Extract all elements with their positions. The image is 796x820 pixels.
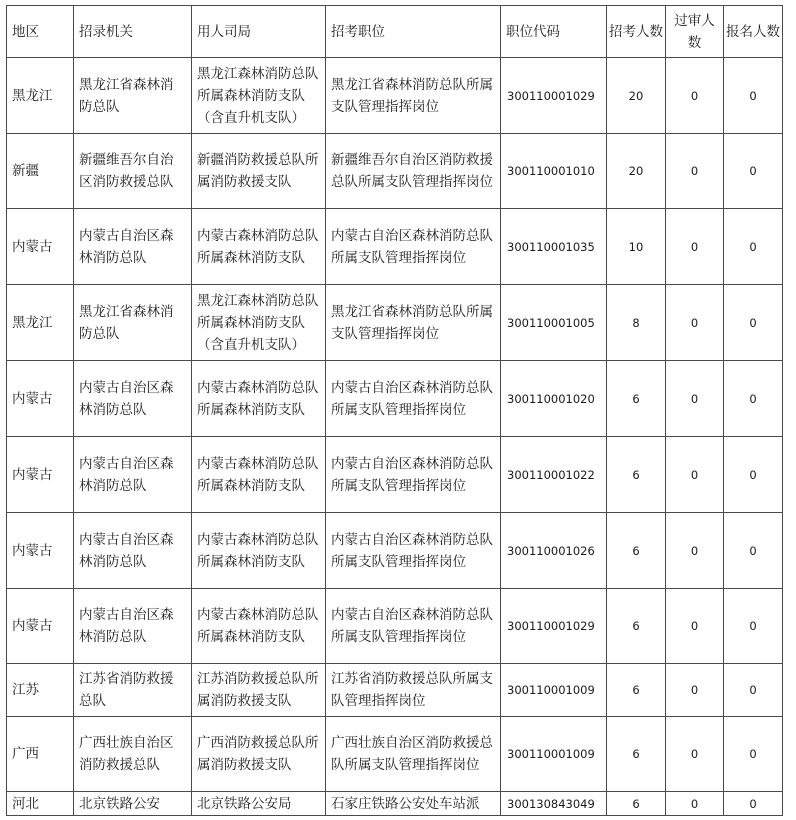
region-cell: 内蒙古: [7, 513, 74, 589]
position-code-cell: 300110001009: [501, 717, 607, 792]
passed-count-cell: 0: [666, 209, 724, 285]
table-body: [7, 58, 783, 816]
region-cell: 内蒙古: [7, 589, 74, 664]
region-cell: 江苏: [7, 664, 74, 717]
passed-count-cell: 0: [666, 361, 724, 437]
position-cell: 江苏省消防救援总队所属支队管理指挥岗位: [326, 664, 501, 717]
employer-cell: 内蒙古森林消防总队所属森林消防支队: [192, 209, 326, 285]
region-cell: 黑龙江: [7, 285, 74, 361]
agency-cell: 黑龙江省森林消防总队: [74, 285, 192, 361]
position-code-cell: 300110001009: [501, 664, 607, 717]
applied-count-cell: 0: [724, 134, 783, 209]
position-cell: 黑龙江省森林消防总队所属支队管理指挥岗位: [326, 285, 501, 361]
recruitment-table: [6, 5, 783, 816]
position-cell: 内蒙古自治区森林消防总队所属支队管理指挥岗位: [326, 361, 501, 437]
table-row: [7, 589, 783, 664]
quota-cell: 6: [607, 589, 666, 664]
quota-cell: 20: [607, 134, 666, 209]
position-cell: 广西壮族自治区消防救援总队所属支队管理指挥岗位: [326, 717, 501, 792]
header-position: 招考职位: [326, 6, 501, 58]
agency-cell: 黑龙江省森林消防总队: [74, 58, 192, 134]
region-cell: 内蒙古: [7, 437, 74, 513]
employer-cell: 内蒙古森林消防总队所属森林消防支队: [192, 589, 326, 664]
agency-cell: 内蒙古自治区森林消防总队: [74, 209, 192, 285]
region-cell: 内蒙古: [7, 209, 74, 285]
quota-cell: 6: [607, 513, 666, 589]
region-cell: 河北: [7, 792, 74, 816]
passed-count-cell: 0: [666, 58, 724, 134]
region-cell: 内蒙古: [7, 361, 74, 437]
agency-cell: 内蒙古自治区森林消防总队: [74, 513, 192, 589]
agency-cell: 内蒙古自治区森林消防总队: [74, 437, 192, 513]
header-code: 职位代码: [501, 6, 607, 58]
applied-count-cell: 0: [724, 361, 783, 437]
applied-count-cell: 0: [724, 437, 783, 513]
agency-cell: 新疆维吾尔自治区消防救援总队: [74, 134, 192, 209]
agency-cell: 广西壮族自治区消防救援总队: [74, 717, 192, 792]
agency-cell: 内蒙古自治区森林消防总队: [74, 589, 192, 664]
passed-count-cell: 0: [666, 513, 724, 589]
employer-cell: 黑龙江森林消防总队所属森林消防支队（含直升机支队）: [192, 58, 326, 134]
quota-cell: 6: [607, 717, 666, 792]
agency-cell: 江苏省消防救援总队: [74, 664, 192, 717]
position-code-cell: 300110001035: [501, 209, 607, 285]
position-code-cell: 300110001005: [501, 285, 607, 361]
region-cell: 新疆: [7, 134, 74, 209]
table-row: [7, 58, 783, 134]
quota-cell: 8: [607, 285, 666, 361]
header-employer: 用人司局: [192, 6, 326, 58]
position-cell: 内蒙古自治区森林消防总队所属支队管理指挥岗位: [326, 513, 501, 589]
applied-count-cell: 0: [724, 513, 783, 589]
header-row: [7, 6, 783, 58]
quota-cell: 6: [607, 361, 666, 437]
position-cell: 内蒙古自治区森林消防总队所属支队管理指挥岗位: [326, 209, 501, 285]
employer-cell: 内蒙古森林消防总队所属森林消防支队: [192, 513, 326, 589]
passed-count-cell: 0: [666, 134, 724, 209]
position-cell: 石家庄铁路公安处车站派: [326, 792, 501, 816]
position-code-cell: 300130843049: [501, 792, 607, 816]
header-agency: 招录机关: [74, 6, 192, 58]
table-row: [7, 285, 783, 361]
position-code-cell: 300110001020: [501, 361, 607, 437]
region-cell: 黑龙江: [7, 58, 74, 134]
position-code-cell: 300110001029: [501, 589, 607, 664]
recruitment-table-container: [6, 5, 783, 816]
applied-count-cell: 0: [724, 792, 783, 816]
quota-cell: 6: [607, 664, 666, 717]
passed-count-cell: 0: [666, 664, 724, 717]
table-row: [7, 664, 783, 717]
position-code-cell: 300110001022: [501, 437, 607, 513]
passed-count-cell: 0: [666, 285, 724, 361]
agency-cell: 北京铁路公安: [74, 792, 192, 816]
applied-count-cell: 0: [724, 58, 783, 134]
header-quota: 招考人数: [607, 6, 666, 58]
table-row: [7, 513, 783, 589]
passed-count-cell: 0: [666, 792, 724, 816]
header-passed: 过审人数: [666, 6, 724, 58]
header-applied: 报名人数: [724, 6, 783, 58]
agency-cell: 内蒙古自治区森林消防总队: [74, 361, 192, 437]
applied-count-cell: 0: [724, 589, 783, 664]
table-row: [7, 437, 783, 513]
employer-cell: 北京铁路公安局: [192, 792, 326, 816]
table-row: [7, 792, 783, 816]
applied-count-cell: 0: [724, 664, 783, 717]
applied-count-cell: 0: [724, 717, 783, 792]
table-row: [7, 209, 783, 285]
table-row: [7, 361, 783, 437]
passed-count-cell: 0: [666, 717, 724, 792]
position-code-cell: 300110001026: [501, 513, 607, 589]
employer-cell: 新疆消防救援总队所属消防救援支队: [192, 134, 326, 209]
position-cell: 内蒙古自治区森林消防总队所属支队管理指挥岗位: [326, 589, 501, 664]
employer-cell: 黑龙江森林消防总队所属森林消防支队（含直升机支队）: [192, 285, 326, 361]
position-cell: 黑龙江省森林消防总队所属支队管理指挥岗位: [326, 58, 501, 134]
position-cell: 内蒙古自治区森林消防总队所属支队管理指挥岗位: [326, 437, 501, 513]
table-row: [7, 717, 783, 792]
passed-count-cell: 0: [666, 589, 724, 664]
employer-cell: 内蒙古森林消防总队所属森林消防支队: [192, 437, 326, 513]
quota-cell: 10: [607, 209, 666, 285]
applied-count-cell: 0: [724, 285, 783, 361]
region-cell: 广西: [7, 717, 74, 792]
quota-cell: 6: [607, 437, 666, 513]
header-region: 地区: [7, 6, 74, 58]
quota-cell: 20: [607, 58, 666, 134]
position-cell: 新疆维吾尔自治区消防救援总队所属支队管理指挥岗位: [326, 134, 501, 209]
employer-cell: 内蒙古森林消防总队所属森林消防支队: [192, 361, 326, 437]
employer-cell: 江苏消防救援总队所属消防救援支队: [192, 664, 326, 717]
quota-cell: 6: [607, 792, 666, 816]
position-code-cell: 300110001010: [501, 134, 607, 209]
employer-cell: 广西消防救援总队所属消防救援支队: [192, 717, 326, 792]
applied-count-cell: 0: [724, 209, 783, 285]
passed-count-cell: 0: [666, 437, 724, 513]
position-code-cell: 300110001029: [501, 58, 607, 134]
table-row: [7, 134, 783, 209]
